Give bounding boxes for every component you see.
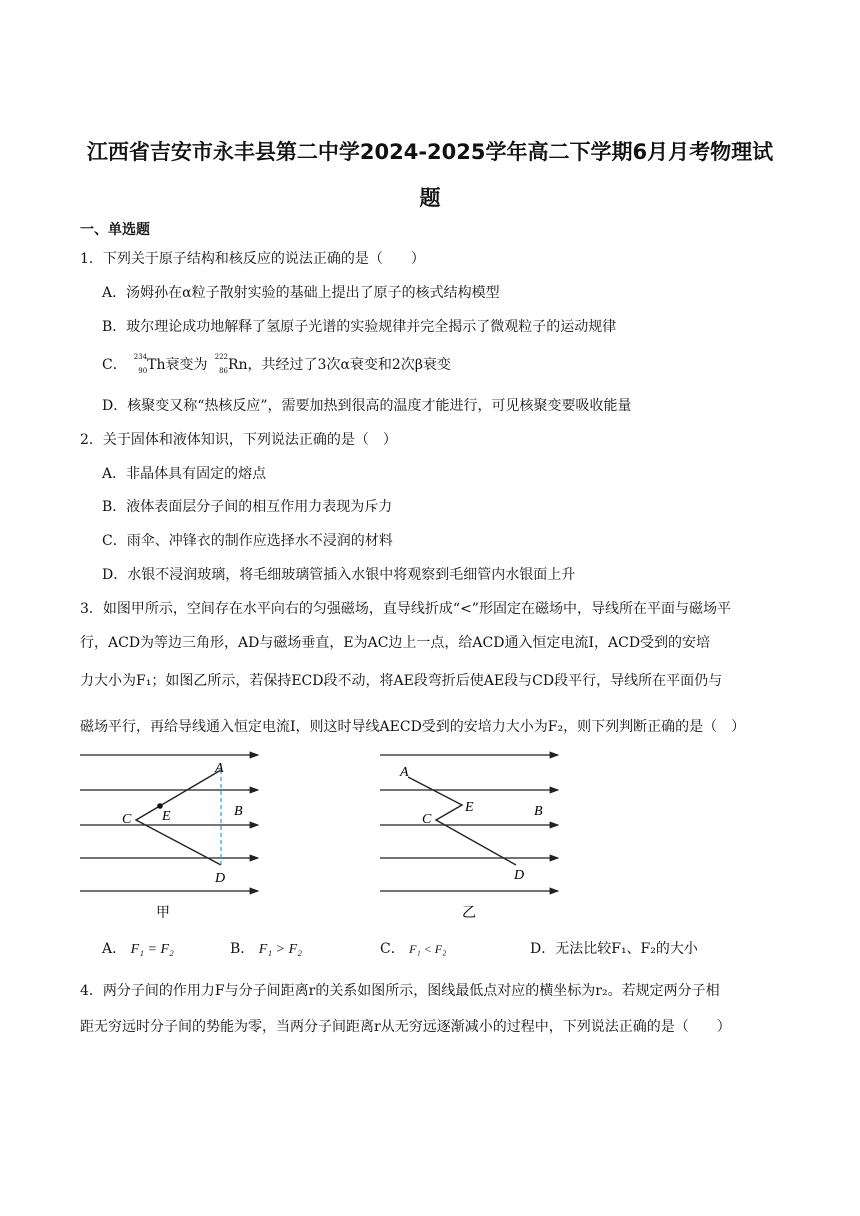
label-c: C [422, 812, 432, 827]
document-title-line-2: 题 [419, 186, 441, 210]
q3-stem-line-4: 磁场平行，再给导线通入恒定电流I，则这时导线AECD受到的安培力大小为F₂，则下列判断正确的是（ ） [80, 719, 746, 735]
label-b: B [534, 804, 543, 819]
figure-jia [78, 745, 268, 925]
q4-stem-line-2: 距无穷远时分子间的势能为零，当两分子间距离r从无穷远逐渐减小的过程中，下列说法正确的是（ ） [80, 1019, 731, 1035]
radon-nuclide: 222 86 [214, 353, 228, 375]
q3-option-b[interactable]: B． F₁ > F₂ [230, 941, 303, 957]
q3-option-c[interactable]: C． F₁ < F₂ [380, 941, 447, 957]
figure-jia-caption: 甲 [156, 905, 170, 921]
point-e [157, 803, 163, 809]
q4-stem-line-1: 4．两分子间的作用力F与分子间距离r的关系如图所示，图线最低点对应的横坐标为r₂。若规定两分子相 [80, 983, 720, 999]
q3-stem-line-3: 力大小为F₁；如图乙所示，若保持ECD段不动，将AE段弯折后使AE段与CD段平行，导线所在平面仍与 [80, 673, 723, 689]
q1-option-c-mid: 衰变为 [165, 357, 208, 373]
label-a: A [400, 765, 409, 780]
label-d: D [514, 868, 525, 883]
label-b: B [234, 804, 243, 819]
q1-option-b[interactable]: B．玻尔理论成功地解释了氢原子光谱的实验规律并完全揭示了微观粒子的运动规律 [102, 319, 617, 335]
q2-stem: 2．关于固体和液体知识，下列说法正确的是（ ） [80, 432, 397, 448]
label-e: E [162, 809, 171, 824]
q2-option-d[interactable]: D．水银不浸润玻璃，将毛细玻璃管插入水银中将观察到毛细管内水银面上升 [102, 567, 576, 583]
q1-option-c[interactable] [102, 354, 451, 374]
q3-option-d[interactable]: D．无法比较F₁、F₂的大小 [530, 941, 698, 957]
section-heading: 一、单选题 [80, 222, 150, 238]
wire-acd [136, 770, 221, 865]
label-e: E [465, 800, 474, 815]
q2-option-b[interactable]: B．液体表面层分子间的相互作用力表现为斥力 [102, 499, 393, 515]
q1-stem: 1．下列关于原子结构和核反应的说法正确的是（ ） [80, 251, 425, 267]
thorium-symbol: Th [147, 357, 166, 373]
figure-yi-caption: 乙 [462, 905, 476, 921]
radon-symbol: Rn [227, 357, 248, 373]
q3-stem-line-2: 行，ACD为等边三角形，AD与磁场垂直，E为AC边上一点，给ACD通入恒定电流I，ACD受到的安培 [80, 635, 711, 651]
document-title-line-1: 江西省吉安市永丰县第二中学2024-2025学年高二下学期6月月考物理试 [86, 140, 774, 164]
q1-option-a[interactable]: A．汤姆孙在α粒子散射实验的基础上提出了原子的核式结构模型 [102, 285, 500, 301]
label-c: C [122, 812, 132, 827]
q1-option-c-tail: ，共经过了3次α衰变和2次β衰变 [247, 357, 451, 373]
q1-option-c-prefix: C． [102, 357, 127, 373]
label-d: D [215, 871, 226, 886]
thorium-nuclide: 234 90 [133, 353, 148, 375]
q3-stem-line-1: 3．如图甲所示，空间存在水平向右的匀强磁场，直导线折成“<”形固定在磁场中，导线所在平面与磁场平 [80, 601, 731, 617]
q2-option-c[interactable]: C．雨伞、冲锋衣的制作应选择水不浸润的材料 [102, 533, 393, 549]
figure-yi [378, 745, 568, 925]
label-a: A [215, 761, 224, 776]
q3-option-a[interactable]: A． F₁ = F₂ [102, 941, 174, 957]
q1-option-d[interactable]: D．核聚变又称“热核反应”，需要加热到很高的温度才能进行，可见核聚变要吸收能量 [102, 398, 632, 414]
q2-option-a[interactable]: A．非晶体具有固定的熔点 [102, 466, 267, 482]
